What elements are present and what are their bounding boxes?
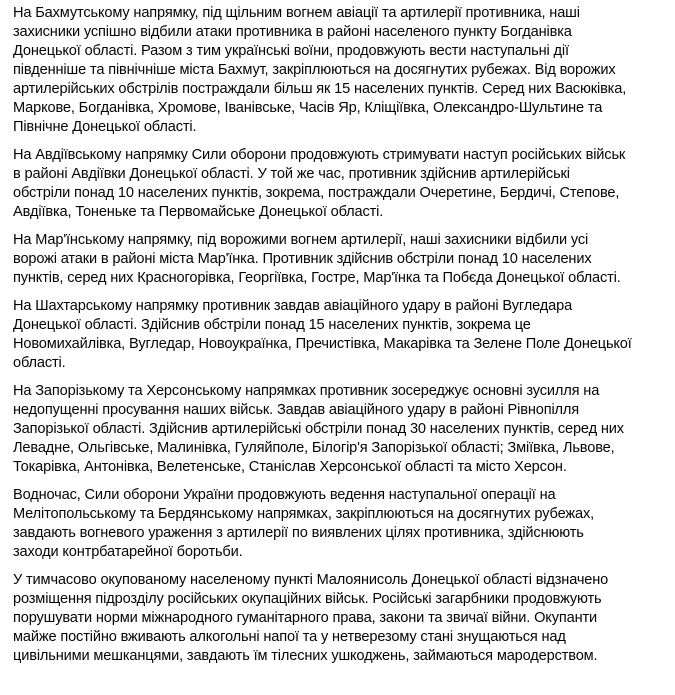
text-line: порушувати норми міжнародного гуманітарного права, закони та звичаї війни. Окупанти xyxy=(13,610,598,626)
text-line: захисники успішно відбили атаки противника в районі населеного пункту Богданівка xyxy=(13,24,572,40)
text-line: На Мар'їнському напрямку, під ворожими вогнем артилерії, наші захисники відбили усі xyxy=(13,232,589,248)
paragraph-avdiivka xyxy=(13,146,662,222)
text-line: цивільними мешканцями, завдають їм тілесних ушкоджень, займаються мародерством. xyxy=(13,648,598,664)
paragraph-zaporizhzhia-kherson xyxy=(13,382,662,477)
text-line: обстріли понад 10 населених пунктів, зокрема, постраждали Очеретине, Бердичі, Степове, xyxy=(13,185,620,201)
text-line: На Бахмутському напрямку, під щільним вогнем авіації та артилерії противника, наші xyxy=(13,5,580,21)
text-line: Водночас, Сили оборони України продовжують ведення наступальної операції на xyxy=(13,487,556,503)
text-line: Маркове, Богданівка, Хромове, Іванівське, Часів Яр, Кліщіївка, Олександро-Шультине та xyxy=(13,100,603,116)
text-line: в районі Авдіївки Донецької області. У той же час, противник здійснив артилерійські xyxy=(13,166,570,182)
text-line: У тимчасово окупованому населеному пункті Малоянисоль Донецької області відзначено xyxy=(13,572,609,588)
text-line: На Авдіївському напрямку Сили оборони продовжують стримувати наступ російських військ xyxy=(13,147,626,163)
text-line: Донецької області. Здійснив обстріли понад 15 населених пунктів, зокрема це xyxy=(13,317,531,333)
paragraph-melitopol-berdiansk xyxy=(13,486,662,562)
text-line: майже постійно вживають алкогольні напої та у нетверезому стані знущаються над xyxy=(13,629,566,645)
text-line: розміщення підрозділу російських окупаційних військ. Російські загарбники продовжують xyxy=(13,591,602,607)
text-line: Авдіївка, Тоненьке та Первомайське Донецької області. xyxy=(13,204,384,220)
paragraph-marinka xyxy=(13,231,662,288)
paragraph-maloianysol xyxy=(13,571,662,666)
text-line: південніше та північніше міста Бахмут, закріплюються на досягнутих рубежах. Від ворожих xyxy=(13,62,616,78)
text-line: завдають вогневого ураження з артилерії по виявлених цілях противника, здійснюють xyxy=(13,525,584,541)
text-line: На Шахтарському напрямку противник завдав авіаційного удару в районі Вугледара xyxy=(13,298,573,314)
text-line: Левадне, Ольгівське, Малинівка, Гуляйполе, Білогір'я Запорізької області; Зміївка, Львове, xyxy=(13,440,615,456)
text-line: артилерійських обстрілів постраждали більш як 15 населених пунктів. Серед них Васюківка, xyxy=(13,81,627,97)
paragraph-shakhtarsk xyxy=(13,297,662,373)
text-line: Донецької області. Разом з тим українські воїни, продовжують вести наступальні дії xyxy=(13,43,569,59)
text-line: Новомихайлівка, Вугледар, Новоукраїнка, Пречистівка, Макарівка та Зелене Поле Донецької xyxy=(13,336,632,352)
paragraph-bakhmut xyxy=(13,4,662,137)
text-line: Мелітопольському та Бердянському напрямках, закріплюються на досягнутих рубежах, xyxy=(13,506,595,522)
text-line: На Запорізькому та Херсонському напрямках противник зосереджує основні зусилля на xyxy=(13,383,600,399)
text-line: недопущенні просування наших військ. Завдав авіаційного удару в районі Рівнопілля xyxy=(13,402,580,418)
text-line: Запорізької області. Здійснив артилерійські обстріли понад 30 населених пунктів, серед них xyxy=(13,421,624,437)
text-line: Токарівка, Антонівка, Велетенське, Станіслав Херсонської області та місто Херсон. xyxy=(13,459,567,475)
text-line: пунктів, серед них Красногорівка, Георгіївка, Гостре, Мар'їнка та Побєда Донецької області. xyxy=(13,270,621,286)
text-line: заходи контрбатарейної боротьби. xyxy=(13,544,243,560)
text-line: Північне Донецької області. xyxy=(13,119,197,135)
text-line: ворожі атаки в районі міста Мар'їнка. Противник здійснив обстріли понад 10 населених xyxy=(13,251,592,267)
text-line: області. xyxy=(13,355,66,371)
